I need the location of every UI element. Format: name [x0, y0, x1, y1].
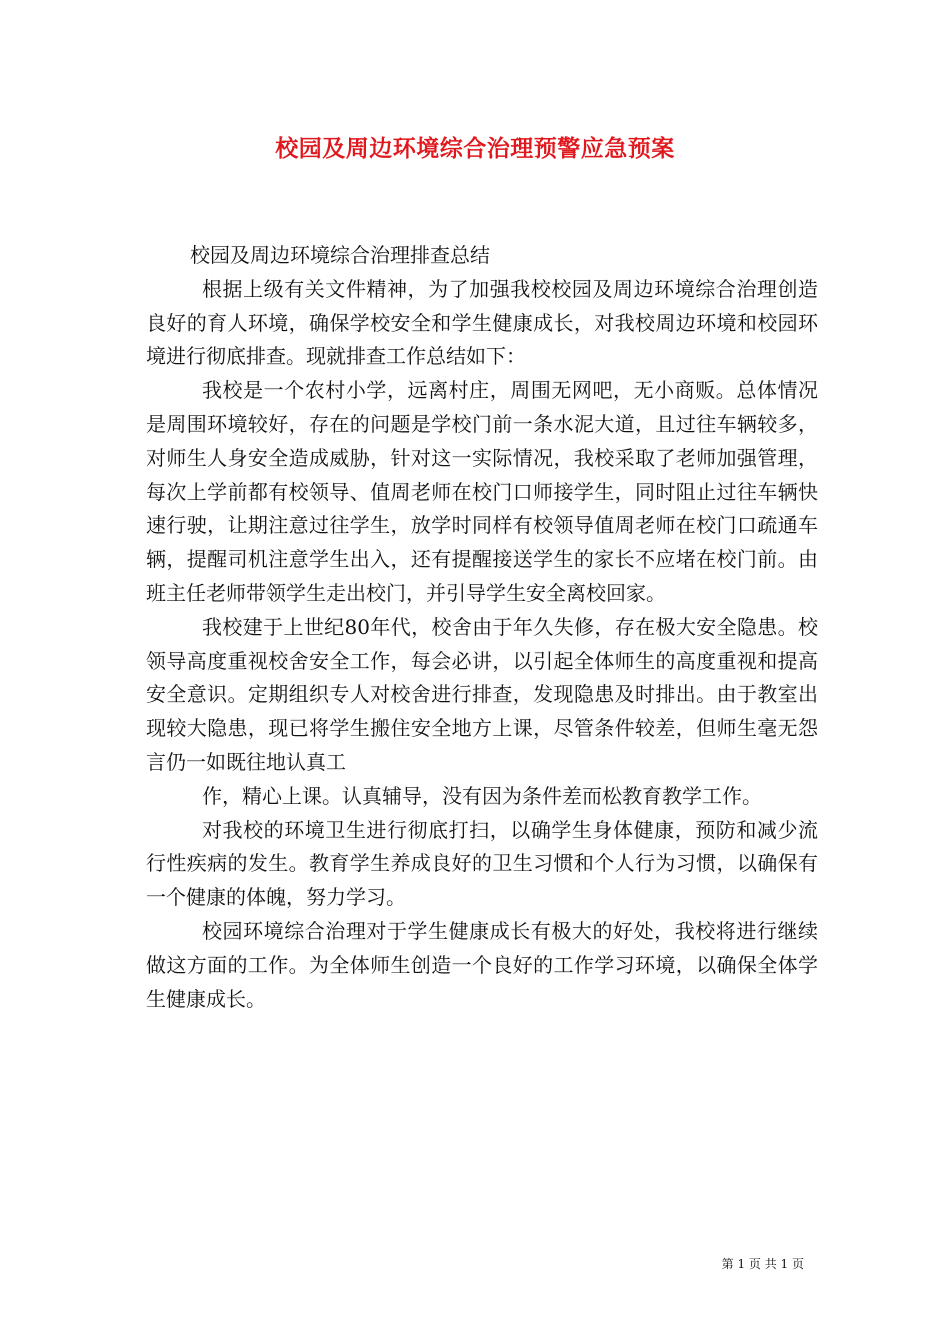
paragraph-conclusion: 校园环境综合治理对于学生健康成长有极大的好处，我校将进行继续做这方面的工作。为全体师生创造一个良好的工作学习环境，以确保全体学生健康成长。 [146, 918, 818, 1011]
paragraph-intro: 根据上级有关文件精神，为了加强我校校园及周边环境综合治理创造良好的育人环境，确保学校安全和学生健康成长，对我校周边环境和校园环境进行彻底排查。现就排查工作总结如下： [146, 276, 818, 369]
paragraph-building-safety: 我校建于上世纪80年代，校舍由于年久失修，存在极大安全隐患。校领导高度重视校舍安全工作，每会必讲，以引起全体师生的高度重视和提高安全意识。定期组织专人对校舍进行排查，发现隐患及时排出。由于教室出现较大隐患，现已将学生搬住安全地方上课，尽管条件较差，但师生毫无怨言仍一如既往地认真工 [146, 614, 818, 774]
document-title: 校园及周边环境综合治理预警应急预案 [275, 135, 675, 162]
paragraph-traffic-safety: 我校是一个农村小学，远离村庄，周围无网吧，无小商贩。总体情况是周围环境较好，存在的问题是学校门前一条水泥大道，且过往车辆较多，对师生人身安全造成威胁，针对这一实际情况，我校采取了老师加强管理，每次上学前都有校领导、值周老师在校门口师接学生，同时阻止过往车辆快速行驶，让期注意过往学生，放学时同样有校领导值周老师在校门口疏通车辆，提醒司机注意学生出入，还有提醒接送学生的家长不应堵在校门前。由班主任老师带领学生走出校门，并引导学生安全离校回家。 [146, 378, 818, 605]
page-number: 第 1 页 共 1 页 [721, 1257, 804, 1271]
document-subtitle: 校园及周边环境综合治理排查总结 [190, 243, 490, 267]
paragraph-building-safety-continued: 作，精心上课。认真辅导，没有因为条件差而松教育教学工作。 [202, 783, 762, 808]
document-body [146, 239, 818, 1016]
paragraph-hygiene: 对我校的环境卫生进行彻底打扫，以确学生身体健康，预防和减少流行性疾病的发生。教育学生养成良好的卫生习惯和个人行为习惯，以确保有一个健康的体魄，努力学习。 [146, 817, 818, 910]
